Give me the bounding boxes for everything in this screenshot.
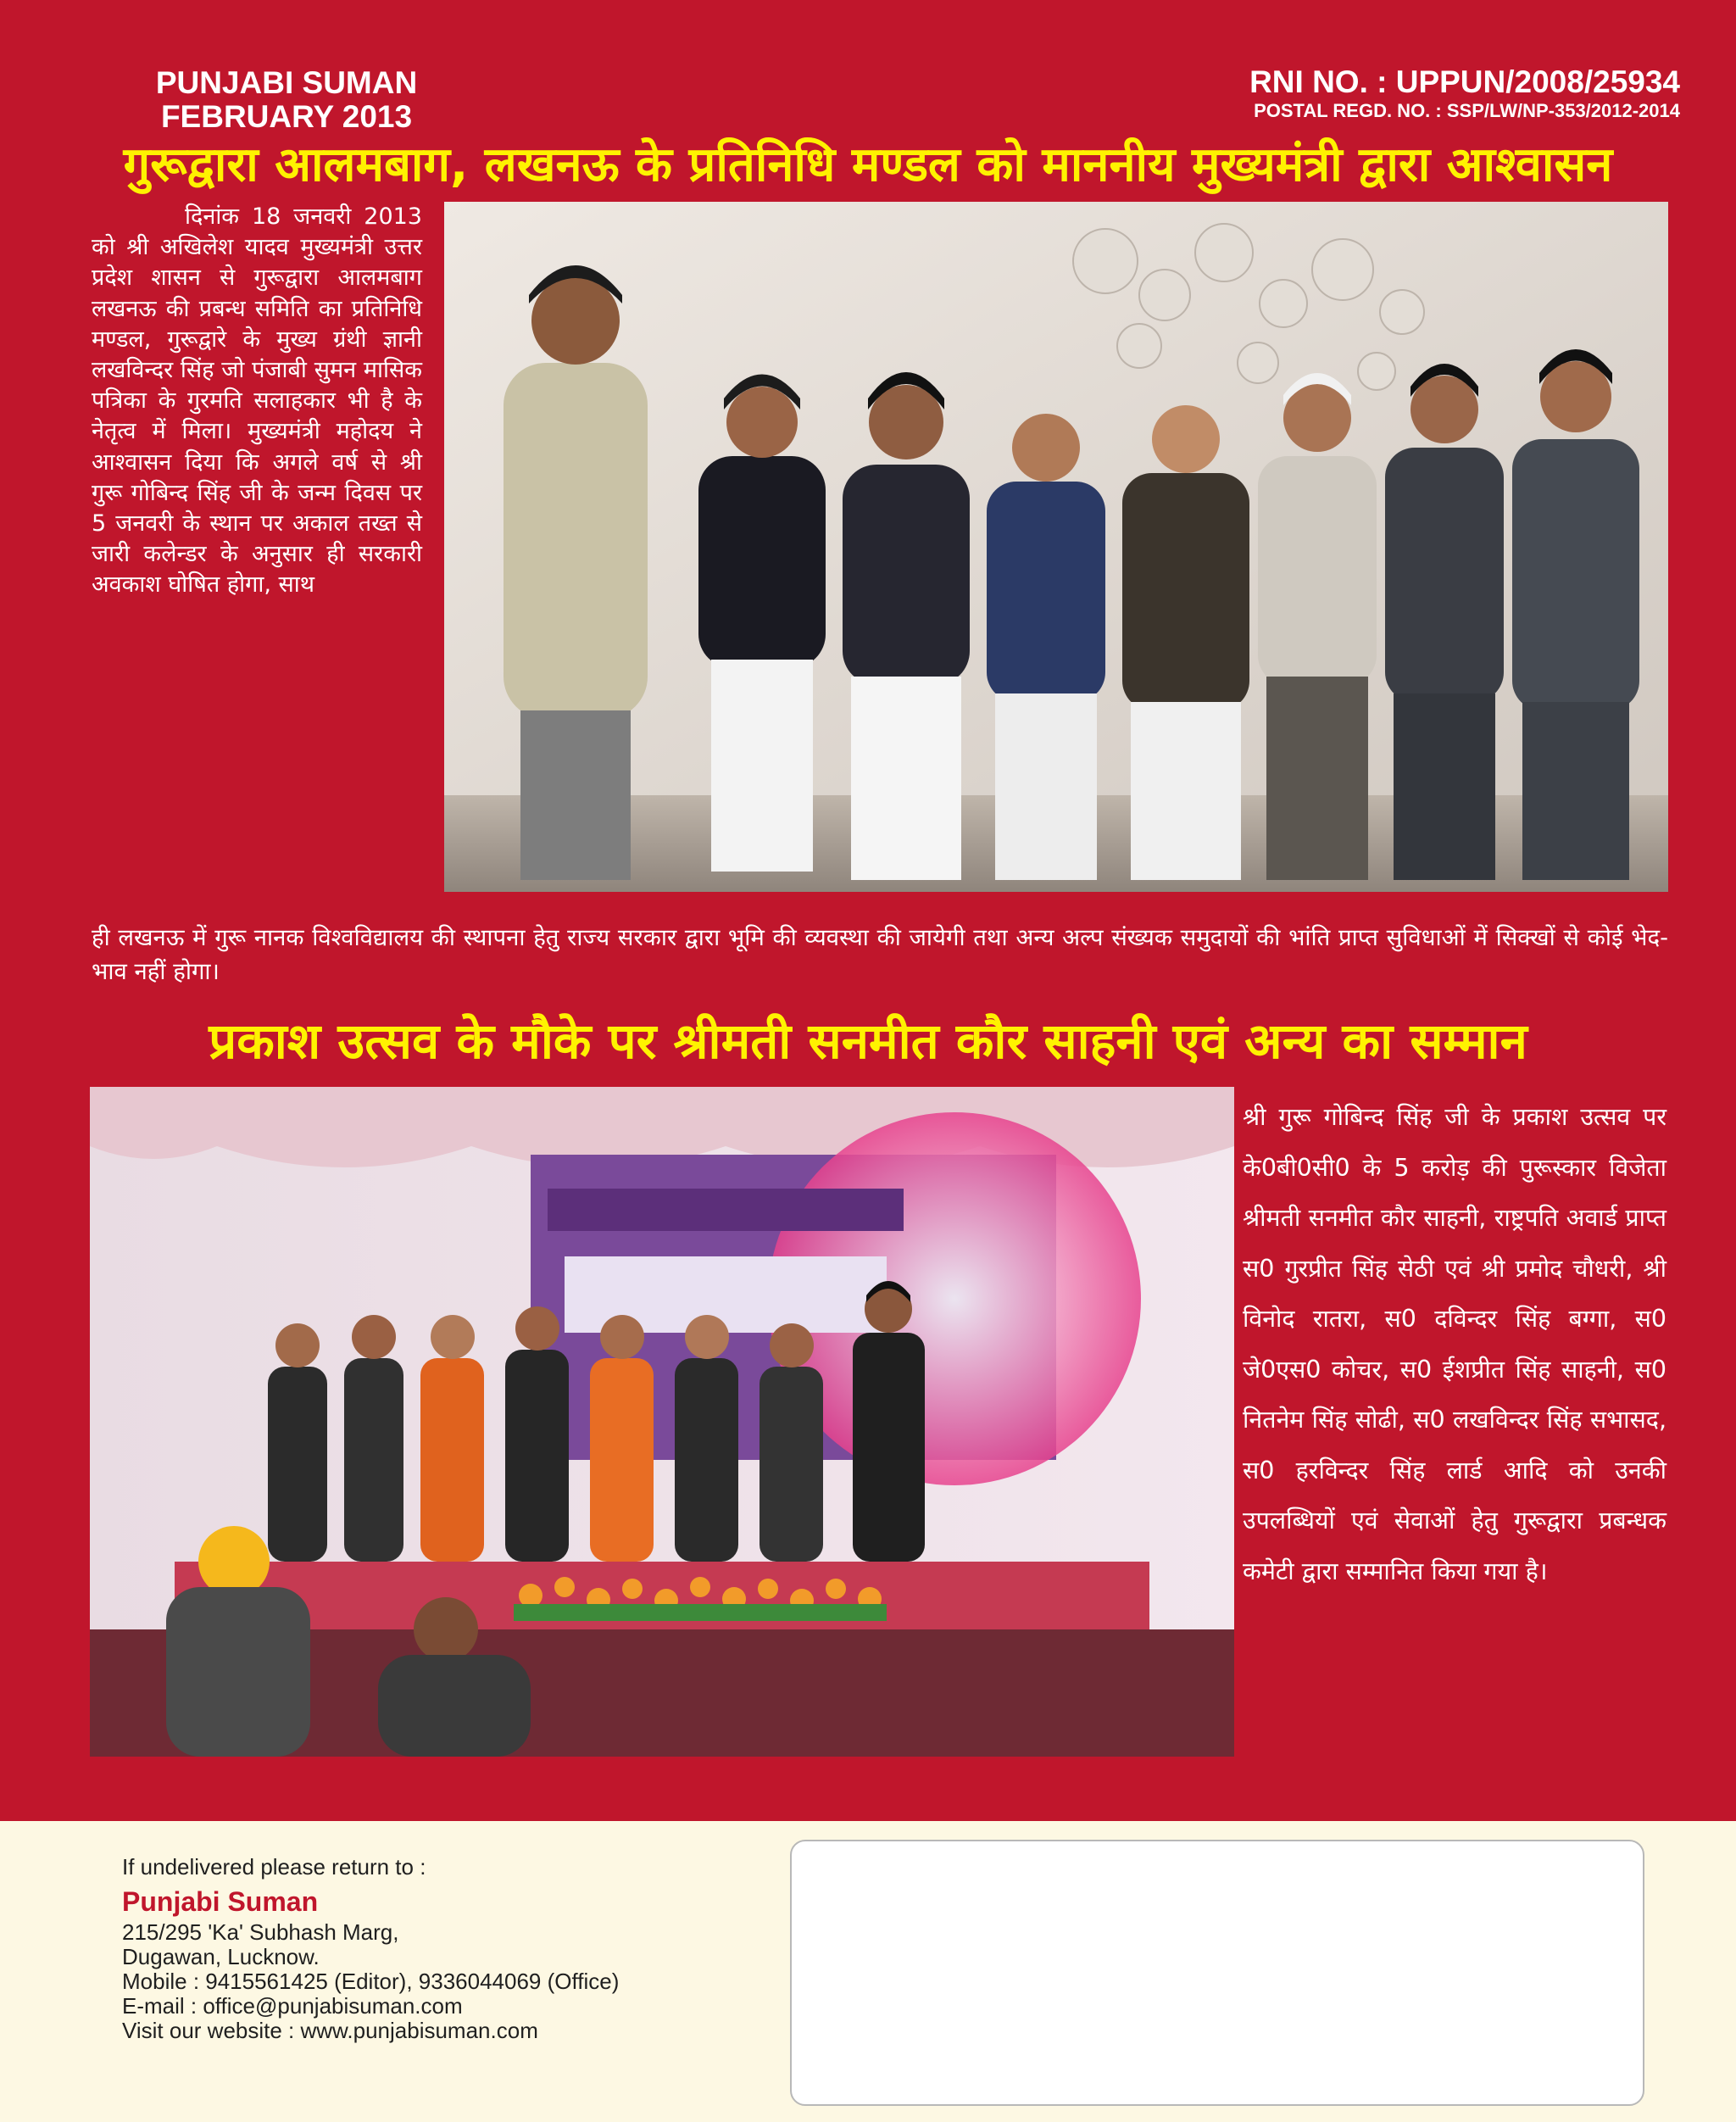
address-line-1: 215/295 'Ka' Subhash Marg, [122,1919,399,1945]
article1-paragraph: दिनांक 18 जनवरी 2013 को श्री अखिलेश यादव मुख्यमंत्री उत्तर प्रदेश शासन से गुरूद्वारा आलमबाग लखनऊ की प्रबन्ध समिति का प्रतिनिधि मण्डल, गुरूद्वारे के मुख्य ग्रंथी ज्ञानी लखविन्दर सिंह जो पंजाबी सुमन मासिक पत्रिका के गुरमति सलाहकार भी है के नेतृत्व में मिला। मुख्यमंत्री महोदय ने आश्वासन दिया कि अगले वर्ष से श्री गुरू गोबिन्द सिंह जी के जन्म दिवस पर 5 जनवरी के स्थान पर अकाल तख्त से जारी कलेन्डर के अनुसार ही सरकारी अवकाश घोषित होगा, साथ [92,203,422,599]
article2-paragraph: श्री गुरू गोबिन्द सिंह जी के प्रकाश उत्सव पर के0बी0सी0 के 5 करोड़ की पुरूस्कार विजेता श्रीमती सनमीत कौर साहनी, राष्ट्रपति अवार्ड प्राप्त स0 गुरप्रीत सिंह सेठी एवं श्री प्रमोद चौधरी, श्री विनोद रातरा, स0 दविन्दर सिंह बग्गा, स0 जे0एस0 कोचर, स0 ईशप्रीत सिंह साहनी, स0 नितनेम सिंह सोढी, स0 लखविन्दर सिंह सभासद, स0 हरविन्दर सिंह लार्ड आदि को उनकी उपलब्धियों एवं सेवाओं हेतु गुरूद्वारा प्रबन्धक कमेटी द्वारा सम्मानित किया गया है। [1243,1103,1666,1585]
recipient-address-box [790,1840,1644,2106]
article1-headline: गुरूद्वारा आलमबाग, लखनऊ के प्रतिनिधि मण्डल को माननीय मुख्यमंत्री द्वारा आश्वासन [123,137,1613,192]
article1-continued-text: ही लखनऊ में गुरू नानक विश्वविद्यालय की स्थापना हेतु राज्य सरकार द्वारा भूमि की व्यवस्था की जायेगी तथा अन्य अल्प संख्यक समुदायों की भांति प्राप्त सुविधाओं में सिक्खों से कोई भेद-भाव नहीं होगा। [92,924,1668,985]
ceremony-photo-illustration [90,1087,1234,1757]
rni-number: RNI NO. : UPPUN/2008/25934 [1249,64,1680,99]
article2-column-text [1243,1092,1666,1596]
delegation-photo [444,202,1668,892]
website-address: Visit our website : www.punjabisuman.com [122,2018,538,2043]
article1-column-text [92,202,422,601]
return-brand: Punjabi Suman [122,1886,319,1917]
mailing-footer [0,1821,1736,2122]
ceremony-photo [90,1087,1234,1757]
return-address [122,1855,766,2043]
publication-name: PUNJABI SUMAN [155,65,418,100]
masthead-left [117,66,456,134]
return-label: If undelivered please return to : [122,1854,426,1880]
address-line-2: Dugawan, Lucknow. [122,1944,320,1969]
postal-registration: POSTAL REGD. NO. : SSP/LW/NP-353/2012-2014 [1254,100,1680,121]
email-address: E-mail : office@punjabisuman.com [122,1993,463,2019]
delegation-photo-illustration [444,202,1668,892]
article2-headline: प्रकाश उत्सव के मौके पर श्रीमती सनमीत कौर साहनी एवं अन्य का सम्मान [209,1012,1527,1070]
masthead-right [1249,64,1680,122]
issue-date: FEBRUARY 2013 [160,99,413,134]
mobile-numbers: Mobile : 9415561425 (Editor), 9336044069 (Office) [122,1969,620,1994]
